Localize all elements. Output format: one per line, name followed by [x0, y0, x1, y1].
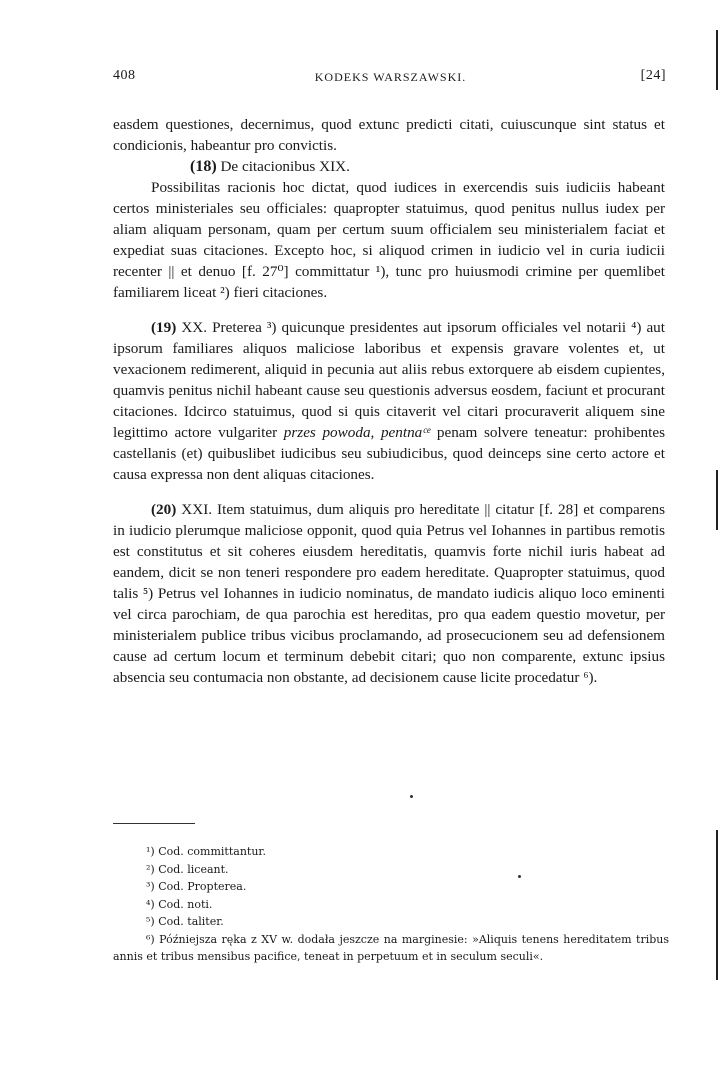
- scan-edge-mid: [716, 470, 718, 530]
- section-number: (19): [151, 319, 177, 336]
- scan-edge-top: [716, 30, 718, 90]
- main-text: [113, 114, 665, 688]
- paragraph-gap: [113, 485, 665, 499]
- vernacular-phrase: przes powoda, pentnaᶜᵉ: [283, 424, 431, 441]
- section-heading-18: [113, 156, 665, 177]
- paragraph-continuation: easdem questiones, decernimus, quod extunc predicti citati, cuiuscunque sint status et condicionis, habeantur pro convictis.: [113, 116, 665, 154]
- paragraph-20-text: XXI. Item statuimus, dum aliquis pro hereditate || citatur [f. 28] et comparens in iudicio plerumque maliciose opponit, quod quia Petrus vel Iohannes in partibus remotis est constitutus et sit coheres eiusdem hereditatis, quamvis forte nichil iuris habeat ad eandem, dicit se non teneri respondere pro eadem hereditate. Quapropter statuimus, quod talis ⁵) Petrus vel Iohannes in iudicio nominatus, de mandato iudicis aliquo loco eminenti vel circa parochiam, de qua parochia est hereditas, pro qua eadem questio movetur, per ministerialem publice tribus vicibus proclamando, ad prosecucionem seu ad defensionem cause ad certum locum et terminum debebit citari; quo non comparente, extunc ipsius absencia seu contumacia non obstante, ad decisionem cause licite procedatur ⁶).: [113, 501, 665, 686]
- footnote-3: ³) Cod. Propterea.: [146, 880, 247, 893]
- section-number: (20): [151, 501, 177, 518]
- footnote-1: ¹) Cod. committantur.: [146, 845, 266, 858]
- section-title: De citacionibus XIX.: [216, 158, 350, 175]
- footnotes: [113, 843, 669, 966]
- footnote-6: ⁶) Późniejsza ręka z XV w. dodała jeszcze na marginesie: »Aliquis tenens hereditatem tribus annis et tribus mensibus pacifice, teneat in perpetuum et in seculum seculi«.: [113, 932, 669, 963]
- section-number: (18): [190, 158, 217, 175]
- scan-speck: [410, 795, 413, 798]
- running-title: KODEKS WARSZAWSKI.: [314, 70, 467, 84]
- footnote-5: ⁵) Cod. taliter.: [146, 915, 224, 928]
- page-header: [113, 68, 668, 92]
- footnote-2: ²) Cod. liceant.: [146, 862, 229, 876]
- folio-reference: [24]: [640, 68, 666, 83]
- paragraph-19: [113, 317, 665, 485]
- scan-edge-bottom: [716, 830, 718, 980]
- page-number: 408: [113, 68, 136, 83]
- paragraph-20: [113, 499, 665, 688]
- paragraph-gap: [113, 303, 665, 317]
- paragraph-18: Possibilitas racionis hoc dictat, quod iudices in exercendis suis iudiciis habeant certos ministeriales seu officiales: quapropter statuimus, quod penitus nullus iudex per aliam aliquam personam, quam per certum suum officialem seu ministerialem faciat et expediat suas citaciones. Excepto hoc, si aliquod crimen in iudicio vel in curia iudicii recenter || et denuo [f. 27⁰] committatur ¹), tunc pro huiusmodi crimine per quemlibet familiarem liceat ²) fieri citaciones.: [113, 179, 665, 301]
- paragraph-19-text-a: XX. Preterea ³) quicunque presidentes aut ipsorum officiales vel notarii ⁴) aut ipsorum familiares aliquos maliciose laboribus et expensis gravare volentes et, ut vexacionem redimerent, aliquid in pecunia aut aliis rebus extorquere ab eisdem cupientes, quamvis penitus nichil habeant cause seu questionis adversus eosdem, faciunt et procurant citaciones. Idcirco statuimus, quod si quis citaverit vel citari procuraverit aliquem sine legittimo actore vulgariter: [113, 319, 665, 441]
- footnote-4: ⁴) Cod. noti.: [146, 897, 213, 911]
- footnote-rule: [113, 823, 195, 824]
- paragraph-19-text-b: penam solvere teneatur: prohibentes castellanis (et) quibuslibet iudicibus seu subiudicibus, quod deinceps sine certo actore et causa expressa non dent aliquas citaciones.: [113, 424, 665, 483]
